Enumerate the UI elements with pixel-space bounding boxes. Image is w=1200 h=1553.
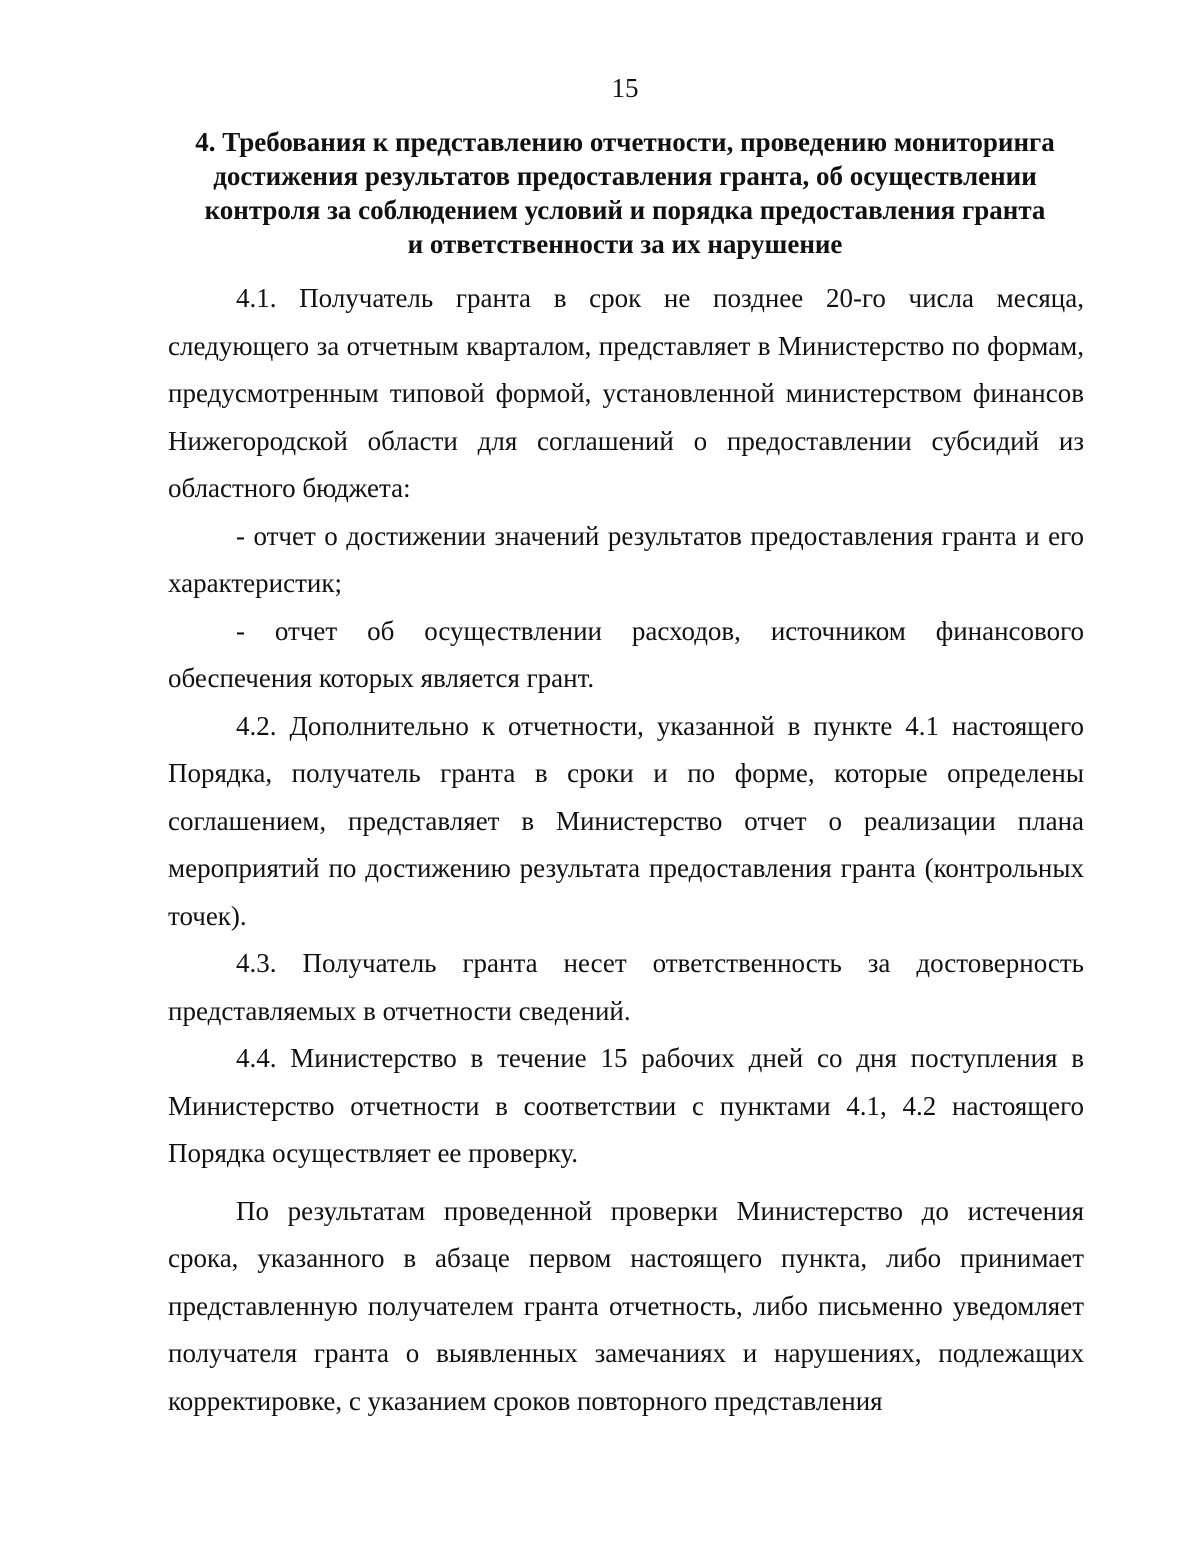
paragraph-4-3: 4.3. Получатель гранта несет ответственность за достоверность представляемых в отчетности сведений. xyxy=(168,948,1084,1026)
paragraph-review-results: По результатам проведенной проверки Министерство до истечения срока, указанного в абзаце первом настоящего пункта, либо принимает представленную получателем гранта отчетность, либо письменно уведомляет получателя гранта о выявленных замечаниях и нарушениях, подлежащих корректировке, с указанием сроков повторного представления xyxy=(168,1195,1084,1416)
section-heading-line: 4. Требования к представлению отчетности, проведению мониторинга xyxy=(195,127,1055,157)
list-item-report-expenses: - отчет об осуществлении расходов, источником финансового обеспечения которых является грант. xyxy=(168,615,1084,693)
list-item-report-results: - отчет о достижении значений результатов предоставления гранта и его характеристик; xyxy=(168,520,1084,598)
section-heading-line: и ответственности за их нарушение xyxy=(407,229,843,259)
section-heading xyxy=(160,125,1090,261)
paragraph-4-2: 4.2. Дополнительно к отчетности, указанной в пункте 4.1 настоящего Порядка, получатель гранта в сроки и по форме, которые определены соглашением, представляет в Министерство отчет о реализации плана мероприятий по достижению результата предоставления гранта (контрольных точек). xyxy=(168,710,1084,931)
section-heading-line: достижения результатов предоставления гранта, об осуществлении xyxy=(213,161,1037,191)
paragraph-4-4: 4.4. Министерство в течение 15 рабочих дней со дня поступления в Министерство отчетности в соответствии с пунктами 4.1, 4.2 настоящего Порядка осуществляет ее проверку. xyxy=(168,1043,1084,1168)
paragraph-4-1: 4.1. Получатель гранта в срок не позднее 20-го числа месяца, следующего за отчетным кварталом, представляет в Министерство по формам, предусмотренным типовой формой, установленной министерством финансов Нижегородской области для соглашений о предоставлении субсидий из областного бюджета: xyxy=(168,283,1084,503)
document-body xyxy=(168,275,1084,1425)
section-heading-line: контроля за соблюдением условий и порядка предоставления гранта xyxy=(204,195,1046,225)
page-number: 15 xyxy=(611,73,639,103)
